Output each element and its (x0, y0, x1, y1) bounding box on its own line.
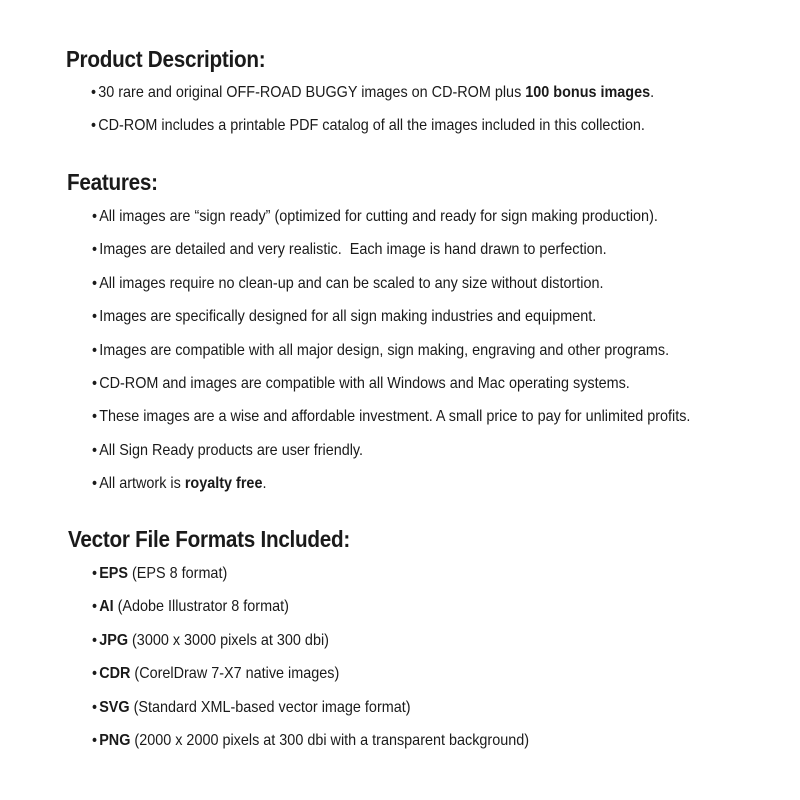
format-description: (Adobe Illustrator 8 format) (113, 598, 289, 616)
list-item (91, 83, 654, 116)
format-description: (3000 x 3000 pixels at 300 dbi) (128, 631, 329, 649)
list-item (92, 731, 529, 764)
list-item (92, 240, 690, 273)
list-item (92, 441, 690, 474)
format-name: PNG (99, 731, 131, 749)
bullet-icon: • (92, 241, 98, 259)
bullet-icon: • (92, 308, 98, 326)
file-formats-section (68, 526, 578, 764)
item-text: All Sign Ready products are user friendly. (99, 441, 364, 459)
item-text: CD-ROM includes a printable PDF catalog of all the images included in this collection. (98, 117, 645, 135)
bullet-icon: • (92, 341, 98, 359)
bullet-icon: • (92, 698, 98, 716)
features-heading: Features: (67, 169, 158, 195)
bullet-icon: • (92, 441, 98, 459)
list-item (92, 374, 690, 407)
file-formats-heading: Vector File Formats Included: (68, 526, 351, 552)
bullet-icon: • (92, 274, 98, 292)
item-text-end: . (650, 84, 655, 101)
item-text: All images are “sign ready” (optimized for cutting and ready for sign making production). (99, 208, 658, 225)
bullet-icon: • (92, 408, 98, 426)
list-item (92, 274, 690, 307)
product-description-heading: Product Description: (66, 46, 266, 72)
item-text: These images are a wise and affordable investment. A small price to pay for unlimited profits. (99, 408, 691, 426)
item-text: Images are detailed and very realistic. Each image is hand drawn to perfection. (99, 241, 607, 259)
list-item (92, 207, 690, 240)
bullet-icon: • (92, 665, 98, 683)
bullet-icon: • (91, 117, 97, 135)
format-description: (2000 x 2000 pixels at 300 dbi with a transparent background) (130, 731, 530, 749)
list-item (92, 341, 690, 374)
format-description: (Standard XML-based vector image format) (129, 698, 411, 716)
list-item (92, 664, 529, 697)
product-description-list (91, 83, 717, 150)
item-text: Images are specifically designed for all sign making industries and equipment. (99, 308, 597, 326)
format-description: (EPS 8 format) (128, 565, 228, 582)
format-description: (CorelDraw 7-X7 native images) (130, 665, 340, 683)
format-name: SVG (99, 698, 130, 716)
bullet-icon: • (92, 731, 98, 749)
bullet-icon: • (92, 374, 98, 392)
bullet-icon: • (92, 208, 98, 225)
product-description-section (66, 46, 717, 150)
bullet-icon: • (92, 475, 98, 493)
item-text: All artwork is (99, 475, 185, 493)
features-section (67, 169, 757, 508)
format-name: EPS (99, 565, 129, 582)
format-name: AI (99, 598, 114, 616)
list-item (92, 474, 690, 507)
list-item (91, 116, 654, 149)
item-text: 30 rare and original OFF-ROAD BUGGY images on CD-ROM plus (98, 84, 526, 101)
item-text-end: . (262, 475, 267, 493)
item-text: All images require no clean-up and can be scaled to any size without distortion. (99, 274, 604, 292)
bullet-icon: • (91, 84, 97, 101)
item-bold-text: 100 bonus images (525, 84, 651, 101)
bullet-icon: • (92, 598, 98, 616)
item-text: CD-ROM and images are compatible with all Windows and Mac operating systems. (99, 374, 630, 392)
list-item (92, 597, 529, 630)
list-item (92, 307, 690, 340)
features-list (92, 207, 757, 508)
list-item (92, 698, 529, 731)
format-name: JPG (99, 631, 129, 649)
bullet-icon: • (92, 631, 98, 649)
list-item (92, 407, 690, 440)
item-bold-text: royalty free (184, 475, 263, 493)
list-item (92, 564, 529, 597)
list-item (92, 631, 529, 664)
file-formats-list (92, 564, 578, 764)
bullet-icon: • (92, 565, 98, 582)
format-name: CDR (99, 665, 131, 683)
item-text: Images are compatible with all major design, sign making, engraving and other programs. (99, 341, 670, 359)
